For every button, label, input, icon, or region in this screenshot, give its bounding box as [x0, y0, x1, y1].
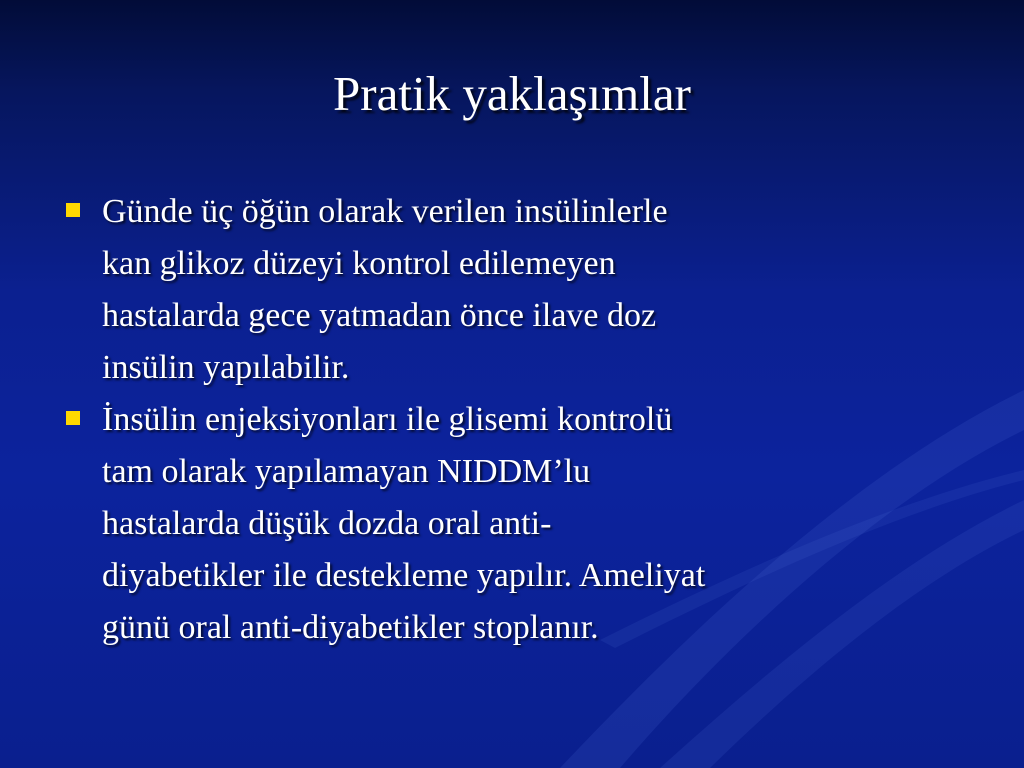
bullet-text-line: hastalarda düşük dozda oral anti- — [102, 505, 552, 542]
bullet-text-line: İnsülin enjeksiyonları ile glisemi kontrolü — [102, 401, 673, 438]
bullet-item — [60, 394, 960, 654]
bullet-list — [60, 186, 960, 654]
yellow-square-bullet-icon — [66, 203, 80, 217]
bullet-text-line: insülin yapılabilir. — [102, 349, 350, 386]
bullet-text-line: tam olarak yapılamayan NIDDM’lu — [102, 453, 591, 490]
slide-title: Pratik yaklaşımlar — [333, 66, 691, 121]
bullet-text-line: diyabetikler ile destekleme yapılır. Ameliyat — [102, 557, 706, 594]
yellow-square-bullet-icon — [66, 411, 80, 425]
bullet-item — [60, 186, 960, 394]
bullet-text-line: kan glikoz düzeyi kontrol edilemeyen — [102, 245, 616, 282]
bullet-text-line: günü oral anti-diyabetikler stoplanır. — [102, 609, 599, 646]
bullet-text-line: Günde üç öğün olarak verilen insülinlerle — [102, 193, 668, 230]
bullet-text-line: hastalarda gece yatmadan önce ilave doz — [102, 297, 657, 334]
